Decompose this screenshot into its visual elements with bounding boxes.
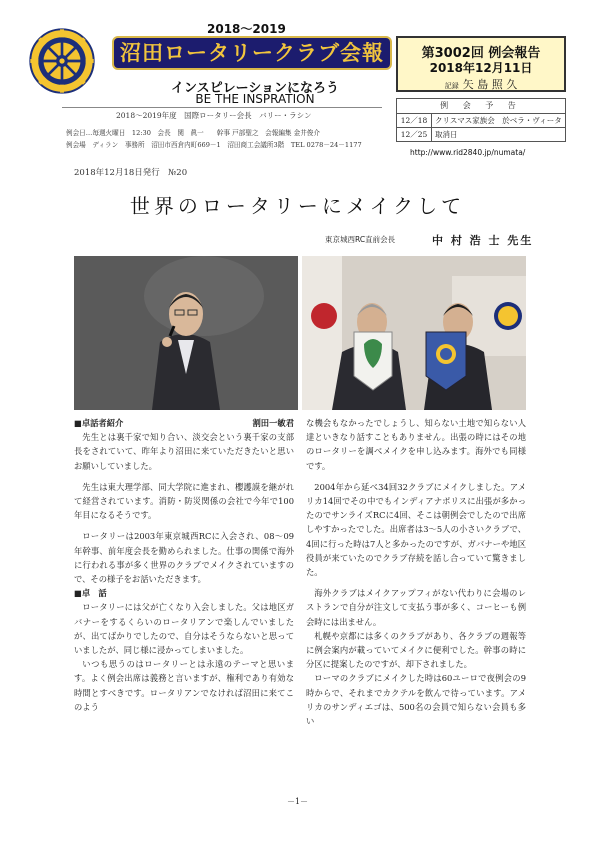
schedule-event: 取消日: [435, 130, 458, 139]
paragraph: 先生とは裏千家で知り合い、淡交会という裏千家の支部長をされていて、昨年より沼田に来ていただきたいと思いお願いしていました。: [74, 432, 294, 471]
recorder-label: 記録: [444, 82, 459, 90]
issue-info: 2018年12月18日発行 №20: [74, 168, 188, 178]
rotary-wheel-logo: [29, 28, 95, 94]
intro-by: 割田一敏君: [252, 418, 294, 428]
header-divider: [62, 107, 382, 108]
fiscal-years: 2018～2019: [207, 22, 286, 36]
theme-japanese: インスピレーションになろう: [170, 81, 340, 96]
paragraph: ロータリーは2003年東京城西RCに入会され、08～09年幹事、前年度会長を勤められました。仕事の関係で海外に行われる事が多く世界のクラブでメイクされていますので、その様子をお話いただきます。: [74, 531, 294, 585]
report-date: 2018年12月11日: [429, 61, 533, 75]
paragraph: 札幌や京都には多くのクラブがあり、各クラブの週報等に例会案内が載っていてメイクに便利でした。幹事の時に分区に提案したのですが、却下されました。: [306, 630, 526, 670]
paragraph: 先生は東大理学部、同大学院に進まれ、櫻護謨を継がれて経営されています。消防・防災関係の会社で今年で100年目になるそうです。: [74, 481, 294, 521]
paragraph: 2004年から延べ34回32クラブにメイクしました。アメリカ14回でその中でもインディアナポリスに出張が多かったのでサンライズRCに4回、そこは朝例会でしたので出席しやすかったでした。出席者は3～5人の小さいクラブで、4回に行った時は7人と多かったのですが、ガバナーや地区役員が来ていたのでクラブ存続を話し合っていて驚きました。: [306, 481, 526, 578]
speaker-role: 東京城西RC直前会長: [325, 235, 396, 244]
recorder-name: 矢 島 照 久: [462, 78, 518, 91]
speaker-photo: [74, 256, 298, 410]
club-name: 沼田ロータリークラブ会報: [120, 41, 384, 65]
page-number: －1－: [286, 797, 309, 806]
club-website-link[interactable]: http://www.rid2840.jp/numata/: [410, 148, 526, 157]
venue-info: 例会場 ディラン 事務所 沼田市西倉内町669－1 沼田商工会議所3階 TEL 0278－24－1177: [66, 141, 362, 149]
paragraph: 海外クラブはメイクアップフィがない代わりに会場のレストランで自分が注文して支払う事が多く、コーヒーも例会時には出ません。: [306, 588, 526, 627]
intro-heading: ■卓話者紹介: [74, 418, 124, 428]
meeting-report-box: [396, 36, 566, 92]
president-line: 2018～2019年度 国際ロータリー会長 バリー・ラシン: [116, 111, 312, 120]
schedule-row: [397, 128, 565, 141]
paragraph: ローマのクラブにメイクした時は60ユーロで夜例会の9時からで、それまでカクテルを飲んで待っています。アメリカのサンディエゴは、500名の会員で知らない会員も多い: [306, 673, 526, 727]
schedule-date: 12／18: [397, 114, 432, 127]
report-recorder: [398, 76, 564, 92]
left-column: [74, 416, 294, 714]
right-column: [306, 416, 526, 728]
speaker-name: 中 村 浩 士 先生: [432, 234, 534, 247]
paragraph: ロータリーには父が亡くなり入会しました。父は地区ガバナーをするくらいのロータリアンで楽しんでいましたが、出てばかりでしたので、自分はそうならないと思っていましたが、同じ様に浸かってしまいました。: [74, 602, 294, 656]
schedule-title: 例 会 予 告: [397, 99, 565, 114]
paragraph: いつも思うのはロータリーとは永遠のテーマと思います。よく例会出席は義務と言いますが、権利であり有効な時間とすべきです。ロータリアンでなければ沼田に来てこのよう: [74, 659, 294, 712]
schedule-row: [397, 114, 565, 128]
meeting-info: 例会日…毎週火曜日 12:30 会長 関 眞一 幹事 戸部聖之 会報編集 金井俊介: [66, 129, 320, 137]
club-name-banner: [112, 36, 392, 70]
schedule-table: [396, 98, 566, 142]
schedule-date: 12／25: [397, 128, 432, 141]
talk-heading: ■卓 話: [74, 588, 107, 599]
theme-english: BE THE INSPRATION: [195, 92, 315, 106]
schedule-event: クリスマス家族会 於ベラ・ヴィータ: [435, 116, 562, 125]
report-number: 第3002回 例会報告: [421, 46, 541, 61]
banner-exchange-photo: [302, 256, 526, 410]
paragraph: な機会もなかったでしょうし、知らない土地で知らない人達といきなり話すこともありません。出張の時にはその地のロータリーを調べメイクを申し込みます。海外でも同様です。: [306, 418, 526, 471]
intro-heading-row: [74, 416, 294, 430]
article-title: 世界のロータリーにメイクして: [129, 194, 466, 218]
